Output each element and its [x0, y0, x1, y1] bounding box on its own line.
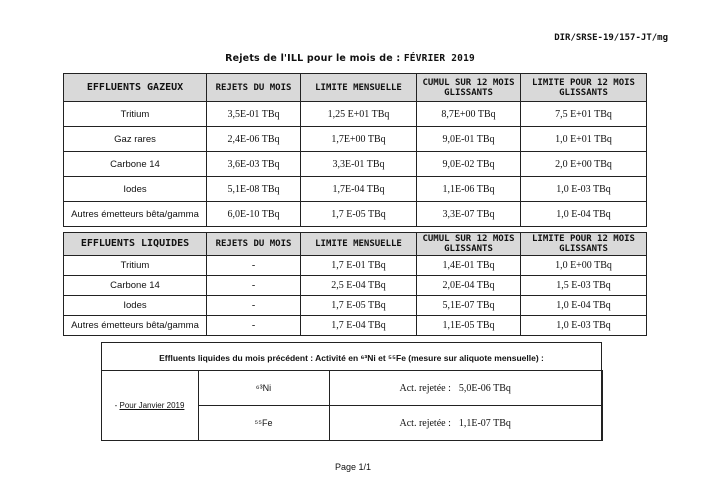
table-cell: 1,1E-06 TBq: [417, 177, 521, 202]
table-cell: 2,0E-04 TBq: [417, 276, 521, 296]
table-cell: 2,4E-06 TBq: [207, 127, 301, 152]
isotope-label: ⁵⁵Fe: [198, 406, 329, 441]
row-label: Iodes: [64, 296, 207, 316]
row-label: Tritium: [64, 256, 207, 276]
table-cell: 9,0E-02 TBq: [417, 152, 521, 177]
table-cell: 3,3E-07 TBq: [417, 202, 521, 227]
previous-month-table: [101, 370, 603, 441]
table-cell: 6,0E-10 TBq: [207, 202, 301, 227]
header-cell: EFFLUENTS LIQUIDES: [64, 233, 207, 256]
header-cell: EFFLUENTS GAZEUX: [64, 74, 207, 102]
row-label: Carbone 14: [64, 152, 207, 177]
header-cell: LIMITE POUR 12 MOIS GLISSANTS: [521, 74, 647, 102]
header-cell: REJETS DU MOIS: [207, 74, 301, 102]
previous-month-box: [101, 342, 602, 441]
period-label: Pour Janvier 2019: [119, 401, 185, 410]
table-row: [64, 127, 647, 152]
table-cell: 1,5 E-03 TBq: [521, 276, 647, 296]
document-reference: DIR/SRSE-19/157-JT/mg: [554, 33, 668, 43]
table-cell: 1,0 E+00 TBq: [521, 256, 647, 276]
header-cell: LIMITE MENSUELLE: [301, 233, 417, 256]
header-cell: LIMITE POUR 12 MOIS GLISSANTS: [521, 233, 647, 256]
table-cell: 1,7E-04 TBq: [301, 177, 417, 202]
header-cell: LIMITE MENSUELLE: [301, 74, 417, 102]
liquid-effluents-table: [63, 232, 647, 336]
table-cell: 1,0 E-03 TBq: [521, 316, 647, 336]
table-cell: 5,1E-07 TBq: [417, 296, 521, 316]
table-cell: -: [207, 316, 301, 336]
header-cell: CUMUL SUR 12 MOIS GLISSANTS: [417, 74, 521, 102]
table-cell: 1,1E-05 TBq: [417, 316, 521, 336]
table-header-row: [64, 233, 647, 256]
table-row: [64, 177, 647, 202]
table-header-row: [64, 74, 647, 102]
table-row: [64, 152, 647, 177]
table-row: [64, 296, 647, 316]
table-row: [64, 256, 647, 276]
activity-value: 5,0E-06 TBq: [458, 382, 511, 394]
table-cell: 1,0 E+01 TBq: [521, 127, 647, 152]
title-prefix: Rejets de l'ILL pour le mois de :: [225, 53, 401, 64]
page-number: Page 1/1: [334, 462, 372, 472]
table-cell: 9,0E-01 TBq: [417, 127, 521, 152]
table-cell: 1,7 E-04 TBq: [301, 316, 417, 336]
row-label: Autres émetteurs bêta/gamma: [64, 202, 207, 227]
table-cell: 3,5E-01 TBq: [207, 102, 301, 127]
table-row: [64, 316, 647, 336]
table-cell: 8,7E+00 TBq: [417, 102, 521, 127]
table-row: [64, 276, 647, 296]
row-label: Iodes: [64, 177, 207, 202]
table-cell: -: [207, 256, 301, 276]
activity-cell: [329, 406, 602, 441]
table-cell: 1,25 E+01 TBq: [301, 102, 417, 127]
activity-label: Act. rejetée :: [399, 417, 451, 429]
table-row: [64, 202, 647, 227]
header-cell: CUMUL SUR 12 MOIS GLISSANTS: [417, 233, 521, 256]
table-cell: 3,6E-03 TBq: [207, 152, 301, 177]
activity-label: Act. rejetée :: [399, 382, 451, 394]
table-cell: 3,3E-01 TBq: [301, 152, 417, 177]
table-cell: 1,7 E-05 TBq: [301, 296, 417, 316]
previous-month-title: Effluents liquides du mois précédent : Activité en ⁶³Ni et ⁵⁵Fe (mesure sur aliquote mensuelle) :: [159, 353, 544, 363]
bullet: -: [114, 401, 118, 410]
table-cell: 7,5 E+01 TBq: [521, 102, 647, 127]
activity-value: 1,1E-07 TBq: [458, 417, 511, 429]
table-row: [101, 371, 602, 406]
row-label: Tritium: [64, 102, 207, 127]
isotope-label: ⁶³Ni: [198, 371, 329, 406]
table-cell: 1,7 E-01 TBq: [301, 256, 417, 276]
table-cell: 1,0 E-03 TBq: [521, 177, 647, 202]
gaseous-effluents-table: [63, 73, 647, 227]
table-cell: 2,5 E-04 TBq: [301, 276, 417, 296]
table-cell: -: [207, 276, 301, 296]
row-label: Carbone 14: [64, 276, 207, 296]
table-cell: 5,1E-08 TBq: [207, 177, 301, 202]
table-cell: 1,7 E-05 TBq: [301, 202, 417, 227]
period-cell: [101, 371, 198, 441]
row-label: Autres émetteurs bêta/gamma: [64, 316, 207, 336]
table-cell: 1,7E+00 TBq: [301, 127, 417, 152]
table-cell: 1,0 E-04 TBq: [521, 296, 647, 316]
header-cell: REJETS DU MOIS: [207, 233, 301, 256]
activity-cell: [329, 371, 602, 406]
table-cell: 1,0 E-04 TBq: [521, 202, 647, 227]
table-row: [64, 102, 647, 127]
row-label: Gaz rares: [64, 127, 207, 152]
table-cell: 2,0 E+00 TBq: [521, 152, 647, 177]
table-cell: -: [207, 296, 301, 316]
table-cell: 1,4E-01 TBq: [417, 256, 521, 276]
page-title: [200, 53, 500, 64]
title-month: FÉVRIER 2019: [403, 53, 475, 64]
